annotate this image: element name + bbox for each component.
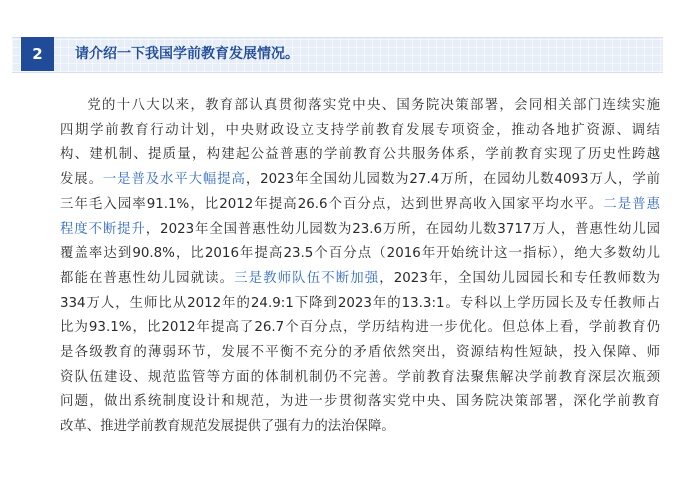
answer-line-11: 是各级教育的薄弱环节，发展不平衡不充分的矛盾依然突出，资源结构性短缺，投入保障、师: [60, 345, 660, 361]
question-number-badge: 2: [21, 37, 54, 71]
answer-line-2: 四期学前教育行动计划，中央财政设立支持学前教育发展专项资金，推动各地扩资源、调结: [60, 122, 660, 138]
answer-line-12: 资队伍建设、规范监管等方面的体制机制仍不完善。学前教育法聚焦解决学前教育深层次瓶颈: [60, 369, 660, 385]
highlight-point-2a: 二是普惠: [603, 196, 661, 212]
highlight-point-1: 一是普及水平大幅提高: [102, 172, 246, 188]
answer-line-6: 程度不断提升，2023年全国普惠性幼儿园数为23.6万所，在园幼儿数3717万人，普惠性幼儿园: [60, 221, 660, 237]
answer-line-10: 比为93.1%，比2012年提高了26.7个百分点，学历结构进一步优化。但总体上看，学前教育仍: [60, 320, 660, 336]
answer-line-3: 构、建机制、提质量，构建起公益普惠的学前教育公共服务体系，学前教育实现了历史性跨越: [60, 147, 660, 163]
highlight-point-3: 三是教师队伍不断加强: [234, 270, 380, 286]
answer-line-1: 党的十八大以来，教育部认真贯彻落实党中央、国务院决策部署，会同相关部门连续实施: [86, 98, 660, 113]
answer-line-5: 三年毛入园率91.1%，比2012年提高26.6个百分点，达到世界高收入国家平均水平。二是普惠: [60, 196, 661, 212]
highlight-point-2b: 程度不断提升: [60, 221, 146, 237]
answer-line-4: 发展。一是普及水平大幅提高，2023年全国幼儿园数为27.4万所，在园幼儿数4093万人，学前: [60, 172, 661, 188]
answer-line-14: 改革、推进学前教育规范发展提供了强有力的法治保障。: [60, 419, 395, 435]
answer-line-13: 问题，做出系统制度设计和规范，为进一步贯彻落实党中央、国务院决策部署，深化学前教育: [60, 394, 660, 410]
answer-line-7: 覆盖率达到90.8%，比2016年提高23.5个百分点（2016年开始统计这一指标），绝大多数幼儿: [60, 246, 660, 262]
answer-line-9: 334万人，生师比从2012年的24.9:1下降到2023年的13.3:1。专科以上学历园长及专任教师占: [60, 295, 660, 311]
question-title: 请介绍一下我国学前教育发展情况。: [75, 46, 299, 62]
answer-line-8: 都能在普惠性幼儿园就读。三是教师队伍不断加强，2023年，全国幼儿园园长和专任教师数为: [60, 270, 661, 286]
answer-paragraph: [60, 94, 660, 440]
